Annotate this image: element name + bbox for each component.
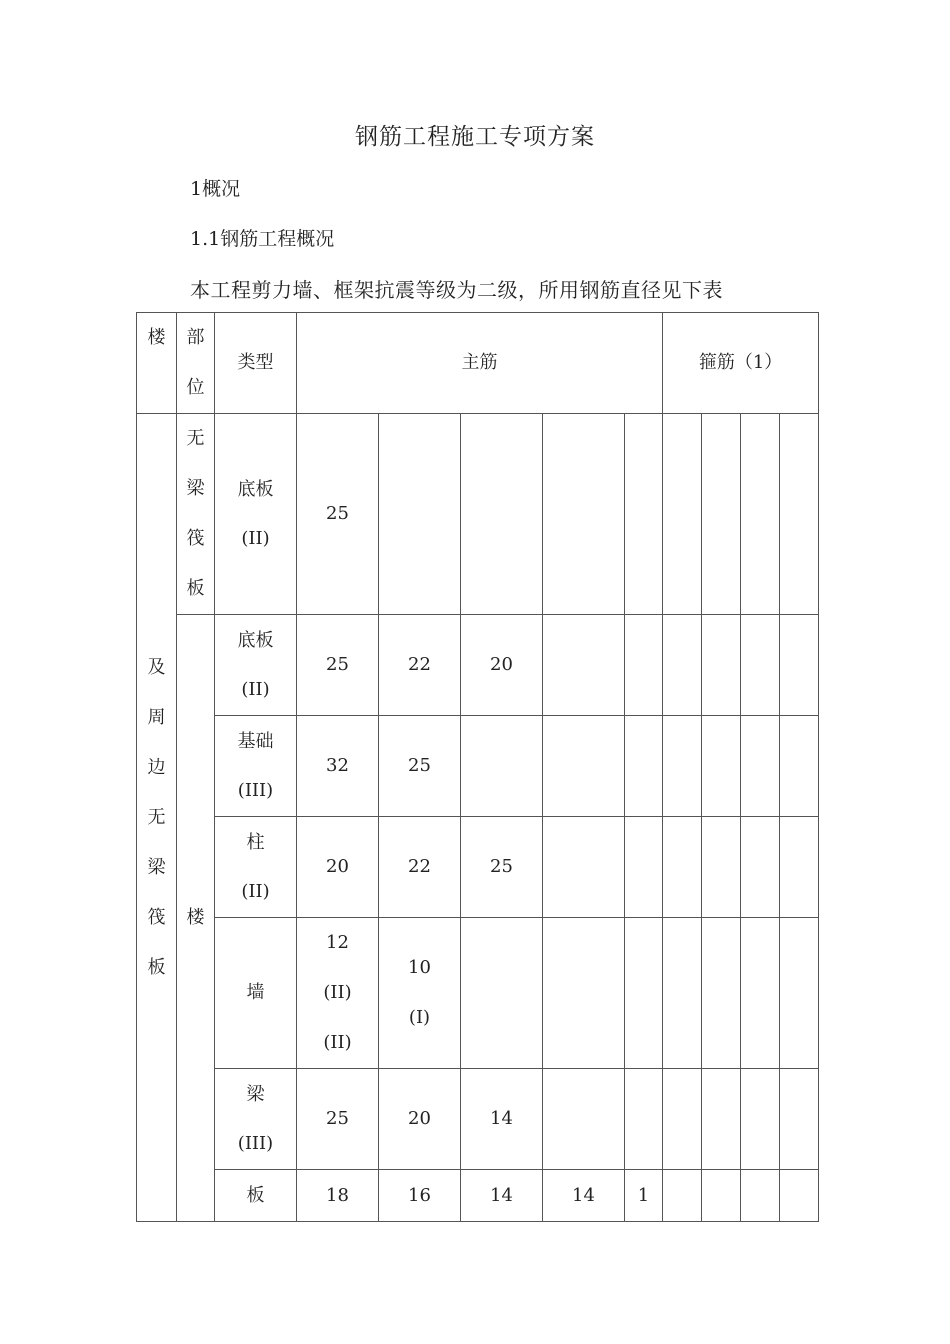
type-cell-line1: 底板: [237, 479, 274, 500]
main-cell-line: (II): [323, 1032, 352, 1053]
type-cell-line1: 梁: [246, 1084, 265, 1105]
main-cell: [543, 615, 625, 716]
part-cell-raft: [177, 414, 215, 615]
type-cell-line1: 底板: [237, 630, 274, 651]
floor-cell: [137, 414, 177, 1222]
main-cell: [625, 918, 663, 1069]
main-cell: 25: [461, 817, 543, 918]
stirrup-cell: [780, 414, 819, 615]
part-cell-building: 楼: [177, 615, 215, 1222]
main-cell: [543, 817, 625, 918]
table-row: [137, 918, 819, 1069]
floor-cell-char: 边: [147, 756, 166, 778]
main-cell: 20: [297, 817, 379, 918]
stirrup-cell: [741, 414, 780, 615]
header-row: [137, 313, 819, 414]
header-part: [177, 313, 215, 414]
type-cell: 墙: [215, 918, 297, 1069]
main-cell: [625, 1069, 663, 1170]
stirrup-cell: [741, 918, 780, 1069]
stirrup-cell: [780, 716, 819, 817]
main-cell: 25: [297, 615, 379, 716]
stirrup-cell: [702, 1170, 741, 1222]
stirrup-cell: [702, 414, 741, 615]
part-cell-char: 无: [186, 428, 205, 449]
main-cell: 14: [461, 1069, 543, 1170]
type-cell-line1: 基础: [237, 731, 274, 752]
main-cell: [543, 918, 625, 1069]
stirrup-cell: [663, 414, 702, 615]
type-cell-line1: 柱: [246, 832, 265, 853]
stirrup-cell: [663, 1170, 702, 1222]
floor-cell-char: 梁: [147, 856, 166, 878]
stirrup-cell: [663, 615, 702, 716]
type-cell-line2: (II): [241, 528, 270, 549]
main-cell: 20: [461, 615, 543, 716]
main-cell: 20: [379, 1069, 461, 1170]
table-row: [137, 414, 819, 615]
part-cell-char: 梁: [186, 478, 205, 499]
floor-cell-char: 周: [147, 706, 166, 728]
main-cell: 25: [297, 1069, 379, 1170]
stirrup-cell: [780, 1170, 819, 1222]
stirrup-cell: [663, 817, 702, 918]
section-heading-1: 1概况: [190, 178, 241, 200]
document-title: 钢筋工程施工专项方案: [355, 124, 595, 150]
main-cell: [625, 414, 663, 615]
header-floor-text: 楼: [147, 327, 166, 348]
stirrup-cell: [741, 817, 780, 918]
main-cell-line: 10: [408, 957, 431, 978]
type-cell: [215, 615, 297, 716]
type-cell-line2: (III): [237, 1133, 274, 1154]
stirrup-cell: [663, 1069, 702, 1170]
main-cell: [543, 1069, 625, 1170]
stirrup-cell: [780, 918, 819, 1069]
header-part-line1: 部: [186, 327, 205, 348]
main-cell: 18: [297, 1170, 379, 1222]
main-cell-line: 12: [326, 932, 349, 953]
stirrup-cell: [780, 817, 819, 918]
type-cell: [215, 817, 297, 918]
stirrup-cell: [741, 1069, 780, 1170]
table-row: [137, 615, 819, 716]
stirrup-cell: [780, 615, 819, 716]
main-cell: 25: [379, 716, 461, 817]
table-row: [137, 716, 819, 817]
floor-cell-char: 无: [147, 806, 166, 828]
main-cell: [625, 615, 663, 716]
floor-cell-char: 筏: [147, 906, 166, 928]
section-heading-1-1: 1.1钢筋工程概况: [190, 228, 335, 250]
main-cell: [379, 918, 461, 1069]
main-cell: [625, 716, 663, 817]
floor-cell-char: 及: [147, 656, 166, 678]
floor-cell-char: 板: [147, 956, 166, 978]
main-cell: [461, 918, 543, 1069]
header-main-rebar: 主筋: [297, 313, 663, 414]
type-cell: [215, 414, 297, 615]
table-row: [137, 817, 819, 918]
type-cell-line2: (II): [241, 679, 270, 700]
stirrup-cell: [702, 817, 741, 918]
main-cell: 22: [379, 817, 461, 918]
stirrup-cell: [741, 716, 780, 817]
part-cell-raft-text: [177, 414, 214, 614]
main-cell: 16: [379, 1170, 461, 1222]
stirrup-cell: [702, 1069, 741, 1170]
table-row: [137, 1069, 819, 1170]
stirrup-cell: [663, 918, 702, 1069]
stirrup-cell: [663, 716, 702, 817]
main-cell-line: (I): [408, 1007, 431, 1028]
table-row: [137, 1170, 819, 1222]
stirrup-cell: [702, 918, 741, 1069]
stirrup-cell: [780, 1069, 819, 1170]
header-type: 类型: [215, 313, 297, 414]
main-cell: [461, 414, 543, 615]
type-cell: [215, 716, 297, 817]
stirrup-cell: [702, 716, 741, 817]
main-cell: 25: [297, 414, 379, 615]
header-stirrup: 箍筋（1）: [663, 313, 819, 414]
main-cell: [543, 414, 625, 615]
main-cell: [625, 817, 663, 918]
part-cell-char: 板: [186, 578, 205, 599]
type-cell: [215, 1069, 297, 1170]
header-part-line2: 位: [186, 377, 205, 398]
header-floor: [137, 313, 177, 414]
main-cell: 1: [625, 1170, 663, 1222]
main-cell: 14: [543, 1170, 625, 1222]
stirrup-cell: [741, 1170, 780, 1222]
main-cell: [379, 414, 461, 615]
type-cell: 板: [215, 1170, 297, 1222]
main-cell: [543, 716, 625, 817]
part-cell-char: 筏: [186, 528, 205, 549]
main-cell: 14: [461, 1170, 543, 1222]
type-cell-line2: (II): [241, 881, 270, 902]
main-cell: 32: [297, 716, 379, 817]
type-cell-line2: (III): [237, 780, 274, 801]
main-cell-text: [379, 943, 460, 1043]
main-cell: [461, 716, 543, 817]
rebar-diameter-table: [136, 312, 819, 1222]
main-cell-line: (II): [323, 982, 352, 1003]
stirrup-cell: [702, 615, 741, 716]
stirrup-cell: [741, 615, 780, 716]
main-cell: 22: [379, 615, 461, 716]
main-cell-text: [297, 918, 378, 1068]
main-cell: [297, 918, 379, 1069]
floor-cell-text: [137, 643, 176, 993]
intro-paragraph: 本工程剪力墙、框架抗震等级为二级，所用钢筋直径见下表: [190, 278, 723, 302]
